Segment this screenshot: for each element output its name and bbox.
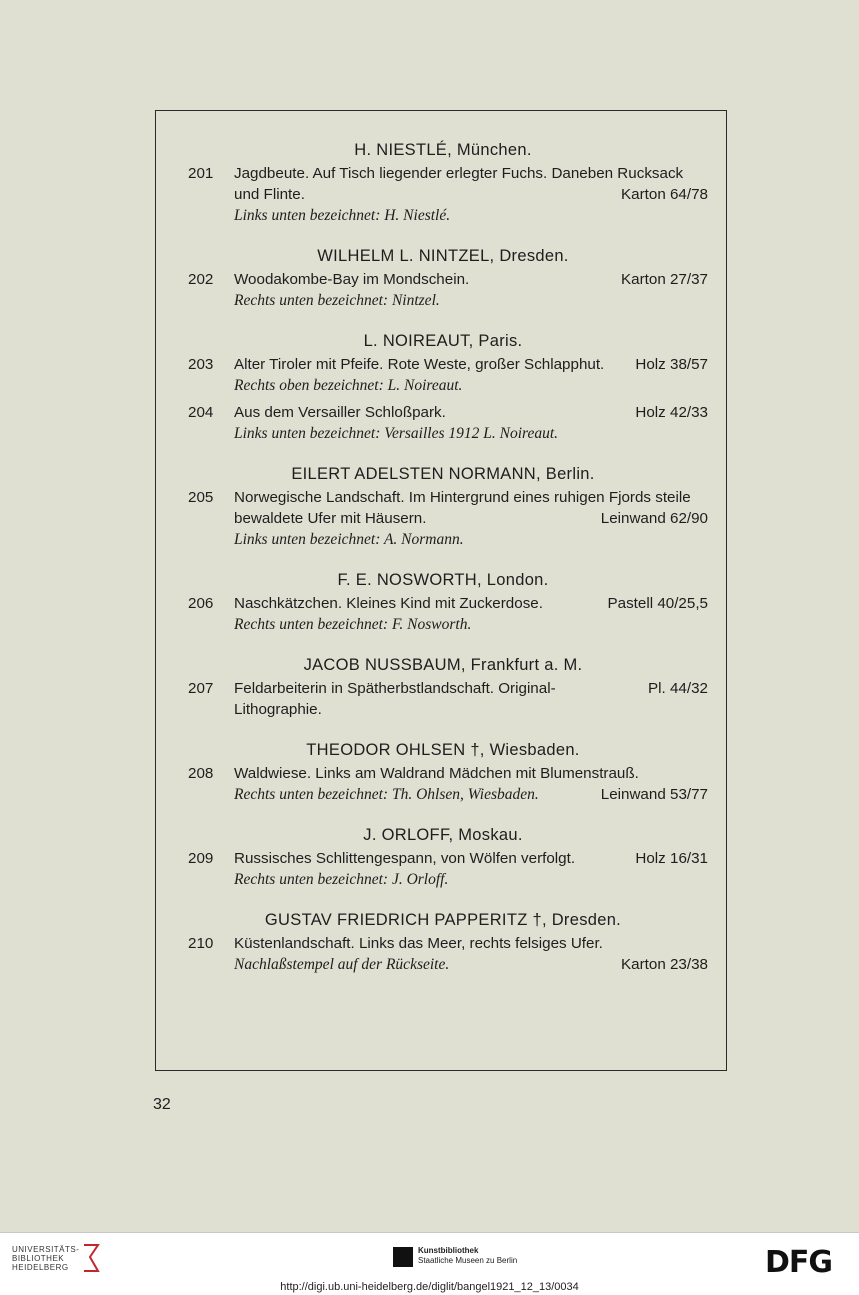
catalog-entry (178, 763, 708, 805)
kunstbibliothek-logo[interactable]: Kunstbibliothek Staatliche Museen zu Berlin (418, 1246, 518, 1265)
artist-heading: THEODOR OHLSEN †, Wiesbaden. (306, 741, 580, 759)
entry-number: 201 (188, 165, 214, 182)
entry-number: 203 (188, 356, 214, 373)
catalog-entry (178, 593, 708, 635)
artist-heading: F. E. NOSWORTH, London. (337, 571, 549, 589)
entry-description-cont: bewaldete Ufer mit Häusern. (234, 510, 427, 527)
page-number: 32 (153, 1096, 171, 1113)
artist-heading: WILHELM L. NINTZEL, Dresden. (317, 247, 569, 265)
entry-signature: Rechts unten bezeichnet: J. Orloff. (234, 871, 449, 888)
catalog-entry (178, 678, 708, 720)
entry-signature: Links unten bezeichnet: H. Niestlé. (234, 207, 451, 224)
entry-description: Feldarbeiterin in Spätherbstlandschaft. Original-Lithographie. (234, 680, 556, 718)
page-url[interactable]: http://digi.ub.uni-heidelberg.de/diglit/bangel1921_12_13/0034 (280, 1281, 579, 1293)
entry-number: 210 (188, 935, 214, 952)
university-emblem-icon (80, 1241, 102, 1275)
entry-signature: Rechts oben bezeichnet: L. Noireaut. (234, 377, 463, 394)
entry-description: Russisches Schlittengespann, von Wölfen verfolgt. (234, 850, 576, 867)
dfg-logo[interactable]: DFG (765, 1245, 833, 1280)
entry-signature: Rechts unten bezeichnet: F. Nosworth. (234, 616, 472, 633)
entry-medium: Holz 42/33 (635, 404, 708, 421)
entry-description: Naschkätzchen. Kleines Kind mit Zuckerdose. (234, 595, 543, 612)
entry-description: Woodakombe-Bay im Mondschein. (234, 271, 470, 288)
catalog-entry (178, 354, 708, 396)
entry-medium: Pastell 40/25,5 (607, 595, 708, 612)
entry-medium: Karton 27/37 (621, 271, 708, 288)
catalog-entry (178, 487, 708, 550)
entry-signature: Nachlaßstempel auf der Rückseite. (234, 956, 450, 973)
catalog-entry (178, 402, 708, 444)
entry-signature: Links unten bezeichnet: Versailles 1912 L. Noireaut. (234, 425, 559, 442)
footer-bar (0, 1232, 859, 1295)
entry-signature: Rechts unten bezeichnet: Th. Ohlsen, Wiesbaden. (234, 786, 539, 803)
entry-medium: Karton 23/38 (621, 956, 708, 973)
entry-medium: Leinwand 53/77 (600, 786, 708, 803)
entry-description-cont: und Flinte. (234, 186, 305, 203)
entry-number: 205 (188, 489, 214, 506)
entry-medium: Leinwand 62/90 (600, 510, 708, 527)
entry-number: 206 (188, 595, 214, 612)
entry-medium: Karton 64/78 (621, 186, 708, 203)
catalog-entry (178, 848, 708, 890)
entry-description: Jagdbeute. Auf Tisch liegender erlegter Fuchs. Daneben Rucksack (234, 165, 684, 182)
catalog-entry (178, 163, 708, 226)
entry-signature: Links unten bezeichnet: A. Normann. (234, 531, 464, 548)
kunstbibliothek-logo-icon (393, 1247, 413, 1267)
artist-heading: EILERT ADELSTEN NORMANN, Berlin. (291, 465, 595, 483)
catalog-entry (178, 269, 708, 311)
entry-number: 207 (188, 680, 214, 697)
entry-number: 208 (188, 765, 214, 782)
entry-number: 209 (188, 850, 214, 867)
entry-description: Alter Tiroler mit Pfeife. Rote Weste, großer Schlapphut. (234, 356, 605, 373)
catalog-entry (178, 933, 708, 975)
entry-medium: Holz 16/31 (635, 850, 708, 867)
entry-medium: Pl. 44/32 (648, 680, 708, 697)
artist-heading: GUSTAV FRIEDRICH PAPPERITZ †, Dresden. (264, 911, 622, 929)
artist-heading: H. NIESTLÉ, München. (354, 141, 532, 159)
entry-medium: Holz 38/57 (635, 356, 708, 373)
entry-description: Norwegische Landschaft. Im Hintergrund eines ruhigen Fjords steile (234, 489, 691, 506)
artist-heading: JACOB NUSSBAUM, Frankfurt a. M. (303, 656, 583, 674)
entry-number: 204 (188, 404, 214, 421)
artist-heading: L. NOIREAUT, Paris. (363, 332, 523, 350)
entry-signature: Rechts unten bezeichnet: Nintzel. (234, 292, 440, 309)
entry-number: 202 (188, 271, 214, 288)
catalog-content (178, 130, 708, 981)
entry-description: Küstenlandschaft. Links das Meer, rechts felsiges Ufer. (234, 935, 603, 952)
university-library-logo[interactable]: UNIVERSITÄTS- BIBLIOTHEK HEIDELBERG (12, 1245, 80, 1272)
artist-heading: J. ORLOFF, Moskau. (363, 826, 523, 844)
entry-description: Waldwiese. Links am Waldrand Mädchen mit Blumenstrauß. (234, 765, 639, 782)
entry-description: Aus dem Versailler Schloßpark. (234, 404, 446, 421)
